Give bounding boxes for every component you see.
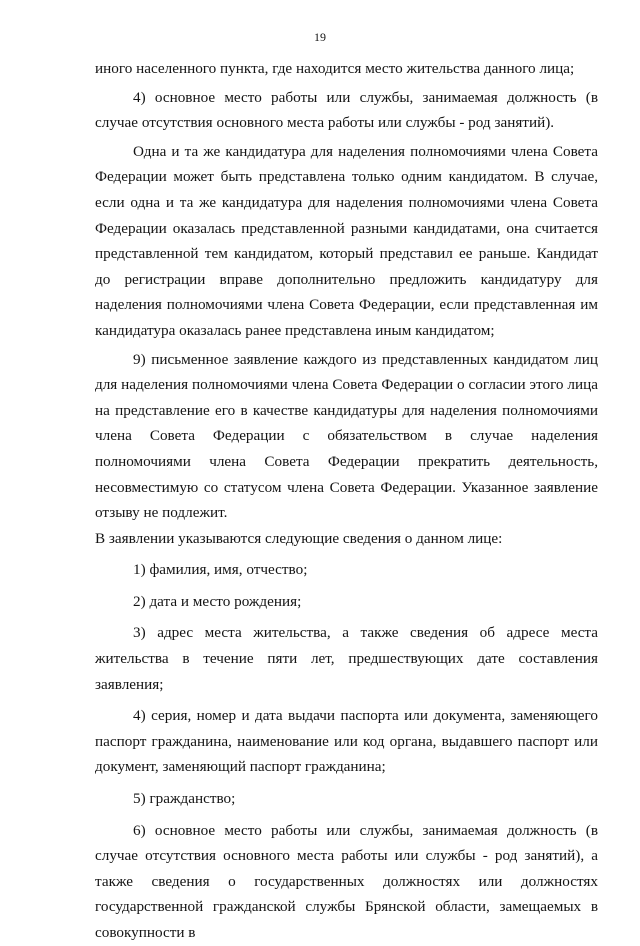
list-item-workplace: 6) основное место работы или службы, занимаемая должность (в случае отсутствия основного места работы или службы - род занятий), а также сведения о государственных должностях или должностях государственной гражданской службы Брянской области, замещаемых в совокупности в: [95, 821, 598, 941]
paragraph-item-4-workplace: 4) основное место работы или службы, занимаемая должность (в случае отсутствия основного места работы или службы - род занятий).: [95, 88, 598, 132]
list-item-full-name: 1) фамилия, имя, отчество;: [133, 561, 308, 579]
list-item-citizenship: 5) гражданство;: [133, 790, 236, 808]
paragraph-item-9-statement: 9) письменное заявление каждого из представленных кандидатом лиц для наделения полномочиями члена Совета Федерации о согласии этого лица на представление его в качестве кандидатуры для наделения полномочиями члена Совета Федерации с обязательством в случае наделения полномочиями члена Совета Федерации прекратить деятельность, несовместимую со статусом члена Совета Федерации. Указанное заявление отзыву не подлежит.: [95, 350, 598, 522]
document-body: [95, 56, 598, 946]
list-item-birth: 2) дата и место рождения;: [133, 592, 302, 610]
paragraph-continuation: иного населенного пункта, где находится место жительства данного лица;: [95, 60, 575, 77]
page-number: 19: [314, 30, 326, 44]
list-item-passport: 4) серия, номер и дата выдачи паспорта или документа, заменяющего паспорт гражданина, наименование или код органа, выдавшего паспорт или документ, заменяющий паспорт гражданина;: [95, 707, 598, 776]
paragraph-statement-details-intro: В заявлении указываются следующие сведения о данном лице:: [95, 529, 503, 547]
list-item-address: 3) адрес места жительства, а также сведения об адресе места жительства в течение пяти лет, предшествующих дате составления заявления;: [95, 624, 598, 693]
paragraph-single-candidacy: Одна и та же кандидатура для наделения полномочиями члена Совета Федерации может быть представлена только одним кандидатом. В случае, если одна и та же кандидатура для наделения полномочиями члена Совета Федерации оказалась представленной разными кандидатами, она считается представленной тем кандидатом, который представил ее раньше. Кандидат до регистрации вправе дополнительно предложить кандидатуру для наделения полномочиями члена Совета Федерации, если представленная им кандидатура оказалась ранее представлена иным кандидатом;: [95, 142, 598, 339]
